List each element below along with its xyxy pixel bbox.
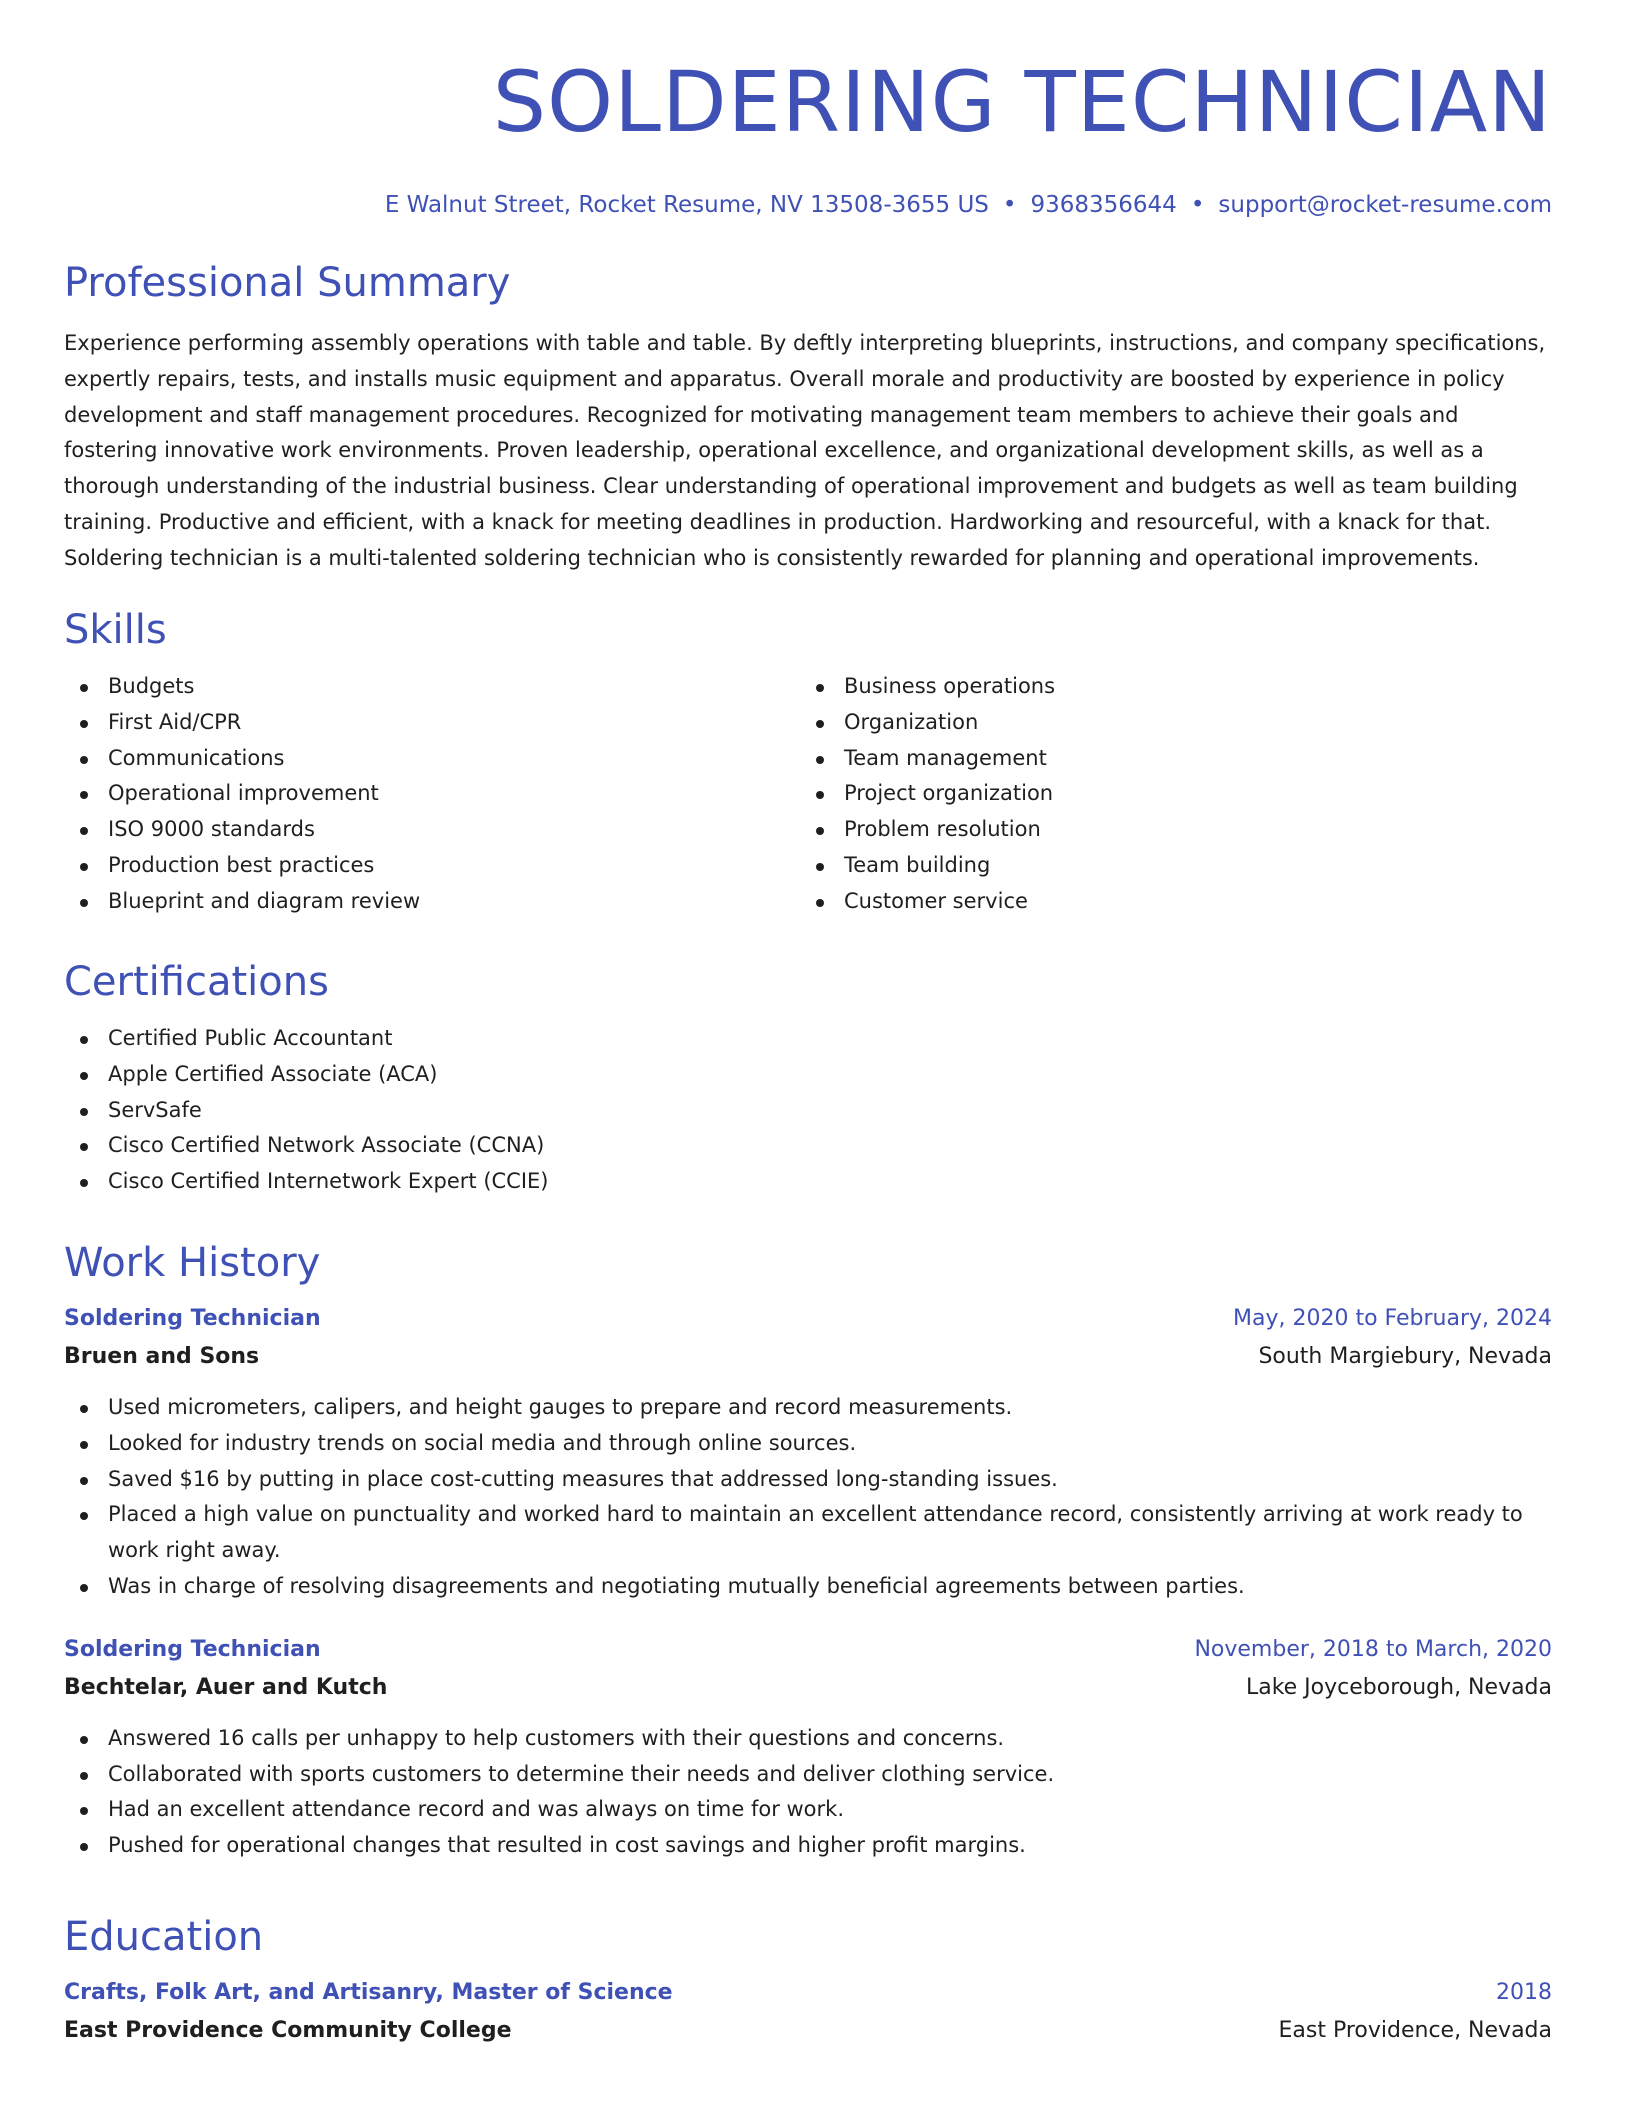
certification-item: ServSafe xyxy=(64,1093,1552,1129)
job-bullet: Pushed for operational changes that resulted in cost savings and higher profit margins. xyxy=(64,1828,1552,1864)
skill-item: Organization xyxy=(800,705,1536,741)
job-role: Soldering Technician xyxy=(64,1306,321,1331)
skills-list-right xyxy=(800,669,1536,920)
skill-item: ISO 9000 standards xyxy=(64,812,800,848)
skill-item: Blueprint and diagram review xyxy=(64,884,800,920)
contact-address: E Walnut Street, Rocket Resume, NV 13508-3655 US xyxy=(384,192,989,218)
skill-item: Team building xyxy=(800,848,1536,884)
resume-title: SOLDERING TECHNICIAN xyxy=(492,53,1552,151)
job-bullets xyxy=(64,1721,1552,1864)
job-entry xyxy=(64,1631,1552,1864)
certification-item: Cisco Certified Internetwork Expert (CCIE) xyxy=(64,1164,1552,1200)
summary-heading: Professional Summary xyxy=(64,260,511,306)
contact-phone: 9368356644 xyxy=(1030,192,1177,218)
skill-item: Production best practices xyxy=(64,848,800,884)
skill-item: Project organization xyxy=(800,776,1536,812)
skills-heading: Skills xyxy=(64,607,167,653)
job-company: Bruen and Sons xyxy=(64,1344,260,1369)
job-bullet: Saved $16 by putting in place cost-cutting measures that addressed long-standing issues. xyxy=(64,1462,1552,1498)
education-section xyxy=(64,1912,1552,2050)
job-dates: May, 2020 to February, 2024 xyxy=(1233,1306,1552,1331)
job-entry xyxy=(64,1300,1552,1605)
job-bullet: Looked for industry trends on social media and through online sources. xyxy=(64,1426,1552,1462)
resume-page xyxy=(64,0,1552,2043)
job-company: Bechtelar, Auer and Kutch xyxy=(64,1674,388,1700)
education-school: East Providence Community College xyxy=(64,2018,512,2043)
skill-item: Operational improvement xyxy=(64,776,800,812)
skill-item: Customer service xyxy=(800,884,1536,920)
skill-item: Budgets xyxy=(64,669,800,705)
certifications-section xyxy=(64,957,1552,1200)
job-bullet: Collaborated with sports customers to determine their needs and deliver clothing service. xyxy=(64,1757,1552,1793)
contact-separator: • xyxy=(1002,192,1017,218)
job-dates: November, 2018 to March, 2020 xyxy=(1194,1636,1552,1662)
skills-section xyxy=(64,605,1552,920)
certifications-heading: Certifications xyxy=(64,959,329,1005)
job-location: South Margiebury, Nevada xyxy=(1258,1344,1552,1369)
certification-item: Certified Public Accountant xyxy=(64,1021,1552,1057)
job-bullets xyxy=(64,1390,1552,1605)
work-history-section xyxy=(64,1238,1552,1864)
job-location: Lake Joyceborough, Nevada xyxy=(1245,1674,1552,1700)
education-year: 2018 xyxy=(1496,1980,1552,2005)
contact-email[interactable]: support@rocket-resume.com xyxy=(1218,192,1552,218)
education-location: East Providence, Nevada xyxy=(1278,2018,1552,2043)
job-bullet: Placed a high value on punctuality and worked hard to maintain an excellent attendance record, consistently arriving at work ready to work right away. xyxy=(64,1497,1552,1569)
certifications-list xyxy=(64,1021,1552,1200)
job-role: Soldering Technician xyxy=(64,1636,321,1662)
contact-separator: • xyxy=(1190,192,1205,218)
job-bullet: Answered 16 calls per unhappy to help customers with their questions and concerns. xyxy=(64,1721,1552,1757)
education-heading: Education xyxy=(64,1914,264,1960)
skills-list-left xyxy=(64,669,800,920)
education-degree: Crafts, Folk Art, and Artisanry, Master of Science xyxy=(64,1980,673,2005)
summary-text: Experience performing assembly operations with table and table. By deftly interpreting blueprints, instructions, and company specifications, expertly repairs, tests, and installs music equipment and apparatus. Overall morale and productivity are boosted by experience in policy development and staff management procedures. Recognized for motivating management team members to achieve their goals and fostering innovative work environments. Proven leadership, operational excellence, and organizational development skills, as well as a thorough understanding of the industrial business. Clear understanding of operational improvement and budgets as well as team building training. Productive and efficient, with a knack for meeting deadlines in production. Hardworking and resourceful, with a knack for that. Soldering technician is a multi-talented soldering technician who is consistently rewarded for planning and operational improvements. xyxy=(64,331,1546,570)
job-bullet: Had an excellent attendance record and was always on time for work. xyxy=(64,1792,1552,1828)
skill-item: Business operations xyxy=(800,669,1536,705)
certification-item: Apple Certified Associate (ACA) xyxy=(64,1057,1552,1093)
skill-item: First Aid/CPR xyxy=(64,705,800,741)
summary-section xyxy=(64,258,1552,577)
skill-item: Problem resolution xyxy=(800,812,1536,848)
job-bullet: Was in charge of resolving disagreements and negotiating mutually beneficial agreements between parties. xyxy=(64,1569,1552,1605)
certification-item: Cisco Certified Network Associate (CCNA) xyxy=(64,1128,1552,1164)
job-bullet: Used micrometers, calipers, and height gauges to prepare and record measurements. xyxy=(64,1390,1552,1426)
skill-item: Team management xyxy=(800,741,1536,777)
contact-line xyxy=(64,190,1552,220)
work-history-heading: Work History xyxy=(64,1240,321,1286)
skill-item: Communications xyxy=(64,741,800,777)
